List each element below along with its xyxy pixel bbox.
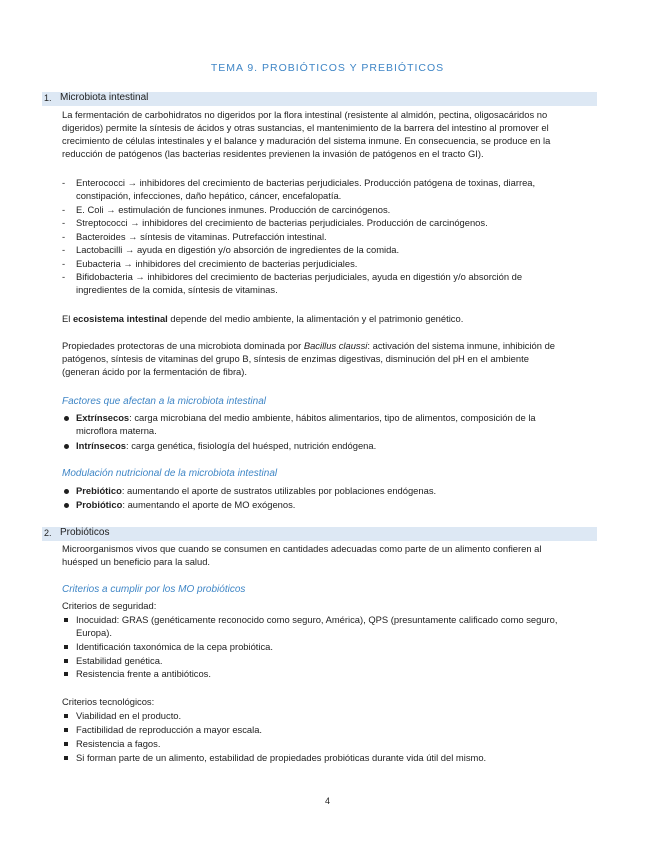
intro-line: reducción de patógenos (las bacterias residentes previenen la invasión de patógenos en el tracto GI). <box>62 148 484 159</box>
seguridad-label: Criterios de seguridad: <box>62 600 157 611</box>
document-page: TEMA 9. PROBIÓTICOS Y PREBIÓTICOS 1. Microbiota intestinal La fermentación de carbohidratos no digeridos por la flora intestinal (resistente al almidón, pectina, oligosacáridos no digeridos) permite la síntesis de ácidos y otras sustancias, el mantenimiento de la barrera del intestino al promover el crecimiento de células intestinales y el balance y maduración del sistema inmune. En consecuencia, se produce en la reducción de patógenos (las bacterias residentes previenen la invasión de patógenos en el tracto GI). - Enterococci → inhibidores del crecimiento de bacterias perjudiciales. Producción patógena de toxinas, diarrea, constipación, infecciones, daño hepático, cáncer, encefalopatía. - E. Coli → estimulación de funciones inmunes. Producción de carcinógenos. - Streptococci → inhibidores del crecimiento de bacterias perjudiciales. Producción de carcinógenos. - Bacteroides → síntesis de vitaminas. Putrefacción intestinal. - Lactobacilli → ayuda en digestión y/o absorción de ingredientes de la comida. - Eubacteria → inhibidores del crecimiento de bacterias perjudiciales. - Bifidobacteria → inhibidores del crecimiento de bacterias perjudiciales, ayuda en digestión y/o absorción de ingredientes de la comida, síntesis de vitaminas. El ecosistema intestinal depende del medio ambiente, la alimentación y el patrimonio genético. Propiedades protectoras de una microbiota dominada por Bacillus claussi: activación del sistema inmune, inhibición de patógenos, síntesis de vitaminas del grupo B, síntesis de enzimas digestivas, disminución del pH en el ambiente (generan ácido por la fermentación de fibra). Factores que afectan a la microbiota intestinal Extrínsecos: carga microbiana del medio ambiente, hábitos alimentarios, tipo de alimentos, composición de la microflora materna. Intrínsecos: carga genética, fisiología del huésped, nutrición endógena. Modulación nutricional de la microbiota intestinal Prebiótico: aumentando el aporte de sustratos utilizables por poblaciones endógenas. Probiótico: aumentando el aporte de MO exógenos. 2. Probióticos Microorganismos vivos que cuando se consumen en cantidades adecuadas como parte de un alimento confieren al huésped un beneficio para la salud. Criterios a cumplir por los MO probióticos Criterios de seguridad: Inocuidad: GRAS (genéticamente reconocido como seguro, América), QPS (presuntamente calificado como seguro, Europa). Identificación taxonómica de la cepa probiótica. Estabilidad genética. Resistencia frente a antibióticos. Criterios tecnológicos: Viabilidad en el producto. Factibilidad de reproducción a mayor escala. Resistencia a fagos. Si forman parte de un alimento, estabilidad de propiedades probióticas durante vida útil del mismo. 4 <box>0 0 655 848</box>
bullet-dot <box>64 489 69 494</box>
ecosystem-term: ecosistema intestinal <box>72 313 168 324</box>
list-item-text: Bacteroides → síntesis de vitaminas. Putrefacción intestinal. <box>76 231 327 242</box>
list-item-text: Bifidobacteria → inhibidores del crecimiento de bacterias perjudiciales, ayuda en digestión y/o absorción de <box>76 271 523 282</box>
subheading-criterios: Criterios a cumplir por los MO probióticos <box>62 584 246 595</box>
section-number: 2. <box>44 528 52 538</box>
list-item-text: constipación, infecciones, daño hepático, cáncer, encefalopatía. <box>76 190 342 201</box>
list-item-text: ingredientes de la comida, síntesis de vitaminas. <box>76 284 278 295</box>
intro-line: digeridos) permite la síntesis de ácidos y otras sustancias, el mantenimiento de la barrera del intestino al promover el <box>62 122 549 133</box>
page-title: TEMA 9. PROBIÓTICOS Y PREBIÓTICOS <box>210 62 445 74</box>
list-item-text: E. Coli → estimulación de funciones inmunes. Producción de carcinógenos. <box>76 204 391 215</box>
list-item-text: Eubacteria → inhibidores del crecimiento de bacterias perjudiciales. <box>76 258 358 269</box>
bullet-square <box>64 756 68 760</box>
bacillus-paragraph: Propiedades protectoras de una microbiota dominada por Bacillus claussi: activación del sistema inmune, inhibición de patógenos, síntesis de vitaminas del grupo B, síntesis de enzimas digestivas, disminución del pH en el ambiente (generan ácido por la fermentación de fibra). <box>62 340 556 377</box>
bullet-square <box>64 714 68 718</box>
intro-paragraph <box>62 108 592 160</box>
bullet-dot <box>64 416 69 421</box>
bullet-square <box>64 618 68 622</box>
bullet-dot <box>64 444 69 449</box>
species-name: Bacillus claussi <box>303 340 368 351</box>
intro-line: La fermentación de carbohidratos no digeridos por la flora intestinal (resistente al almidón, pectina, oligosacáridos no <box>62 109 548 120</box>
section-heading-microbiota <box>42 92 597 106</box>
bullet-square <box>64 659 68 663</box>
subheading-modulacion: Modulación nutricional de la microbiota intestinal <box>62 468 278 479</box>
list-item-text: Lactobacilli → ayuda en digestión y/o absorción de ingredientes de la comida. <box>76 244 400 255</box>
section-heading-probioticos <box>42 527 597 541</box>
section-label: Probióticos <box>60 527 110 538</box>
subheading-factores: Factores que afectan a la microbiota intestinal <box>62 396 266 407</box>
section-label: Microbiota intestinal <box>60 92 149 103</box>
probiotic-definition: Microorganismos vivos que cuando se consumen en cantidades adecuadas como parte de un alimento confieren al huésped un beneficio para la salud. <box>62 543 542 567</box>
bullet-square <box>64 672 68 676</box>
ecosystem-paragraph: El ecosistema intestinal depende del medio ambiente, la alimentación y el patrimonio genético. <box>62 313 464 324</box>
tecnologicos-label: Criterios tecnológicos: <box>62 696 155 707</box>
intro-line: crecimiento de células intestinales y el balance y maduración del sistema inmune. En consecuencia, se produce en la <box>62 135 551 146</box>
page-number: 4 <box>324 796 330 806</box>
bullet-square <box>64 645 68 649</box>
bullet-square <box>64 728 68 732</box>
list-item-text: Enterococci → inhibidores del crecimiento de bacterias perjudiciales. Producción patógena de toxinas, diarrea, <box>76 177 536 188</box>
section-number: 1. <box>44 93 52 103</box>
list-item-text: Streptococci → inhibidores del crecimiento de bacterias perjudiciales. Producción de carcinógenos. <box>76 217 488 228</box>
bullet-dot <box>64 503 69 508</box>
bullet-square <box>64 742 68 746</box>
